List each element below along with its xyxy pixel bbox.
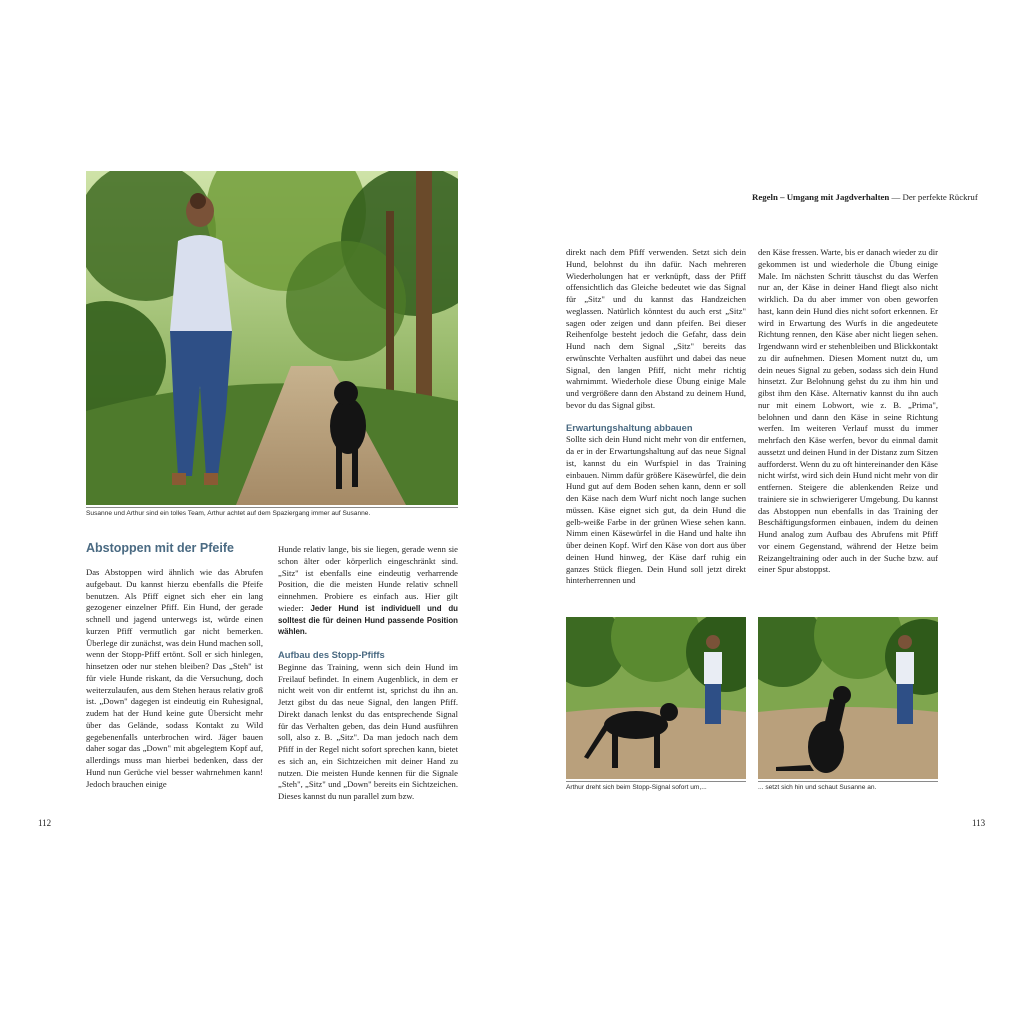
subsection-title-erwartung: Erwartungshaltung abbauen	[566, 421, 693, 433]
main-photo-rule	[86, 507, 458, 508]
photo-dog-turns-around	[566, 617, 746, 779]
position-text: Hunde relativ lange, bis sie liegen, gerade wenn sie schon älter oder körperlich eingeschränkt sind. „Sitz" ist ebenfalls eine eindeutig verharrende Position, die die meisten Hunde relativ schnell einnehmen. Probiere es einfach aus. Hier gilt wieder:	[278, 544, 458, 613]
photo-left-rule	[566, 781, 746, 782]
photo-right-rule	[758, 781, 938, 782]
position-paragraph	[278, 544, 458, 638]
kaese-paragraph: den Käse fressen. Warte, bis er danach wieder zu dir gekommen ist und wiederhole die Übung einige Male. Im nächsten Schritt täuschst du das Werfen nur an, der Käse in deiner Hand fliegt also nicht wirklich. Da du aber immer von oben geworfen hast, kann dein Hund dies nicht sofort erkennen. Er wird in Erwartung des Wurfs in die angedeutete Richtung rennen, den Käse aber nicht liegen sehen. Irgendwann wird er stehenbleiben und Blickkontakt zu dir aufnehmen. Diesen Moment nutzt du, um dein neues Signal zu geben, sodass sich dein Hund hinsetzt. Zur Belohnung gehst du zu ihm hin und gibst ihm den Käse. Alternativ kannst du ihn auch nur mit einem Lobwort, wie z. B. „Prima", belohnen und dann den Käse in seine Richtung werfen. Im weiteren Verlauf musst du immer mehrfach den Käse werfen, bevor du einmal damit aussetzt und deinen Hund in der Distanz zum Sitzen aufforderst. Wenn du zu oft hintereinander den Käse nicht wirfst, wird sich dein Hund nicht mehr von dir entfernen. Steigere die ablenkenden Reize und trainiere sie in schwierigerer Umgebung. Du kannst das Abstoppen nun ebenfalls in das Training der Beschäftigungsformen einbauen, indem du deinen Hund analog zum Aufbau des Abrufens mit Pfiff vor einem Gegenstand, während der Hetze beim Reizangeltraining oder auch in der Suche bzw. auf einer Spur abstoppst.	[758, 247, 938, 575]
main-photo-caption: Susanne und Arthur sind ein tolles Team, Arthur achtet auf dem Spaziergang immer auf Susanne.	[86, 510, 371, 517]
sitz-paragraph: direkt nach dem Pfiff verwenden. Setzt sich dein Hund, belohnst du ihn dafür. Nach mehreren Wiederholungen hat er verknüpft, dass der Pfiff offensichtlich das Gleiche bedeutet wie das Signal für „Sitz" und du kannst das Handzeichen weglassen. Natürlich könntest du auch erst „Sitz" sagen oder zeigen und dann pfeifen. Bei dieser Reihenfolge besteht jedoch die Gefahr, dass dein Hund nach dem Signal „Sitz" bereits das erwünschte Verhalten ausführt und dabei das neue Signal, den langen Pfiff, nicht mehr richtig wahrnimmt. Wiederhole diese Übung einige Male und vergrößere dann den Abstand zu deinem Hund, bevor du das Signal gibst.	[566, 247, 746, 410]
subsection-title-aufbau: Aufbau des Stopp-Pfiffs	[278, 649, 385, 660]
running-header	[752, 192, 978, 202]
aufbau-paragraph: Beginne das Training, wenn sich dein Hund im Freilauf befindet. In einem Augenblick, in dem er nicht weit von dir entfernt ist, sprichst du ihn an. Jetzt gibst du das neue Signal, den langen Pfiff. Direkt danach lenkst du das entsprechende Signal für das Verhalten geben, das dein Hund ausführen soll, also z. B. „Sitz". Da man jedoch nach dem Pfiff in der Regel nicht sofort sprechen kann, bietet es sich an, ein Sichtzeichen mit deiner Hand zu nutzen. Die meisten Hunde kennen für die Signale „Steh", „Sitz" und „Down" bereits ein Sichtzeichen. Dieses kannst du nun parallel zum bzw.	[278, 661, 458, 801]
page-number-right: 113	[972, 818, 986, 828]
header-section: Regeln – Umgang mit Jagdverhalten	[752, 192, 890, 202]
section-title-abstoppen: Abstoppen mit der Pfeife	[86, 541, 234, 555]
main-photo-woman-and-dog	[86, 171, 458, 505]
erwartung-paragraph: Sollte sich dein Hund nicht mehr von dir entfernen, da er in der Erwartungshaltung auf das neue Signal ist, kannst du ein Wurfspiel in das Training einbauen. Nimm dafür größere Käsewürfel, die dein Hund gut auf dem Boden sehen kann, denn er soll den Käse nach dem Wurf nicht noch lange suchen müssen. Käse eignet sich gut, da dein Hund die gelb-weiße Farbe in der grünen Wiese sehen kann. Nimm einen Käsewürfel in die Hand und halte ihn über deinen Kopf. Wirf den Käse von dort aus über deinen Hund hinweg, der Käse darf ruhig ein ganzes Stück fliegen. Dein Hund soll jetzt direkt hinterherrennen und	[566, 434, 746, 586]
abstoppen-paragraph: Das Abstoppen wird ähnlich wie das Abrufen aufgebaut. Du kannst hierzu ebenfalls die Pfeife benutzen. Als Pfiff eignet sich eher ein lang gezogener einzelner Pfiff. Ein Hund, der gerade schnell und jagend unterwegs ist, würde einen kurzen Pfiff vermutlich gar nicht bemerken. Überlege dir zunächst, was dein Hund machen soll, wenn der Stopp-Pfiff ertönt. Soll er sich hinlegen, hinsetzen oder nur stehen bleiben? Das „Steh" ist für viele Hunde riskant, da die Versuchung, doch weiterzulaufen, aus dem Stehen heraus relativ groß ist. „Down" dagegen ist eindeutig ein Ruhesignal, zudem hat der Hund keine gute Übersicht mehr über das Gelände, sodass Kontakt zu Wild gegebenenfalls unterbrochen wird. Jäger bauen daher sogar das „Down" mit abgelegtem Kopf auf, allerdings muss man hierbei bedenken, dass der Hund nun Gerüche viel besser wahrnehmen kann! Jedoch brauchen einige	[86, 567, 263, 789]
right-column-1	[566, 247, 746, 587]
header-separator: —	[891, 192, 901, 202]
photo-right-caption: ... setzt sich hin und schaut Susanne an.	[758, 784, 877, 791]
position-emphasis: Jeder Hund ist individuell und du solltest die für deinen Hund passende Position wählen.	[278, 603, 458, 637]
left-column-2	[278, 544, 458, 803]
photo-left-caption: Arthur dreht sich beim Stopp-Signal sofort um,...	[566, 784, 707, 791]
photo-dog-sits	[758, 617, 938, 779]
left-column-1	[86, 567, 263, 790]
page-number-left: 112	[38, 818, 52, 828]
header-chapter: Der perfekte Rückruf	[902, 192, 978, 202]
right-column-2	[758, 247, 938, 576]
